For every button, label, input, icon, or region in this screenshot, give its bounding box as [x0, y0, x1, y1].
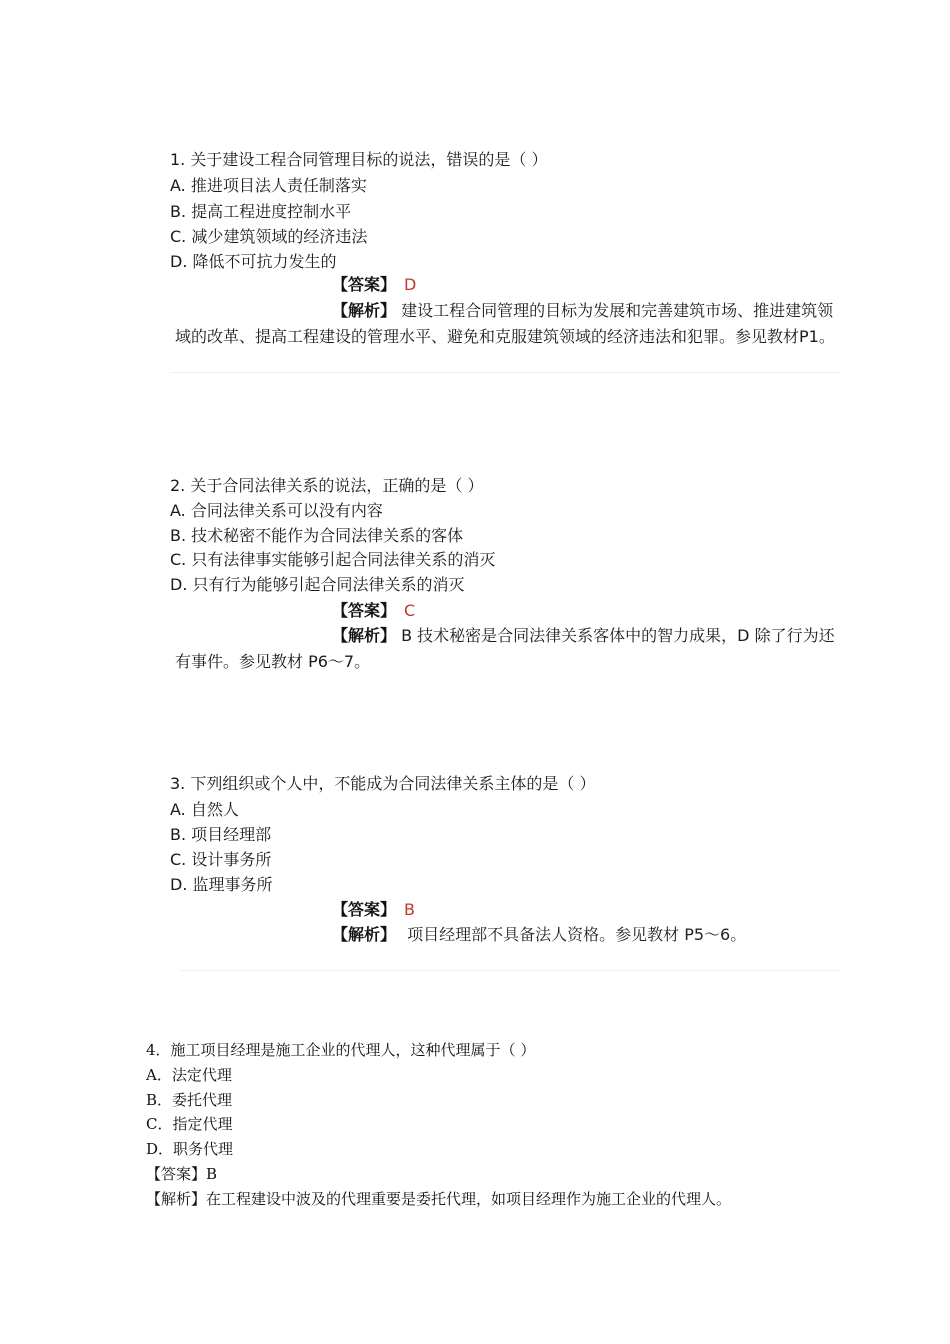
explanation	[332, 925, 746, 945]
question-stem: 1. 关于建设工程合同管理目标的说法，错误的是（ ）	[170, 150, 548, 169]
answer-label: 【答案】	[146, 1165, 207, 1183]
answer-value: D	[404, 275, 417, 294]
question-1	[170, 150, 850, 380]
question-stem: 2. 关于合同法律关系的说法，正确的是（ ）	[170, 476, 484, 495]
option-a: A. 推进项目法人责任制落实	[170, 176, 367, 195]
explanation-text: B 技术秘密是合同法律关系客体中的智力成果，D 除了行为还有事件。参见教材 P6～7。	[175, 626, 835, 671]
option-c: C．指定代理	[146, 1115, 233, 1133]
explanation	[175, 298, 843, 350]
option-b: B. 提高工程进度控制水平	[170, 202, 352, 221]
option-c: C. 减少建筑领域的经济违法	[170, 227, 368, 246]
option-c: C. 只有法律事实能够引起合同法律关系的消灭	[170, 550, 496, 569]
option-c: C. 设计事务所	[170, 850, 272, 869]
option-a: A. 自然人	[170, 800, 239, 819]
answer-label: 【答案】	[332, 601, 397, 620]
question-stem: 3. 下列组织或个人中，不能成为合同法律关系主体的是（ ）	[170, 774, 596, 793]
answer-value: C	[404, 601, 416, 620]
explanation-label: 【解析】	[332, 925, 397, 944]
question-stem: 4．施工项目经理是施工企业的代理人，这种代理属于（ ）	[146, 1041, 536, 1059]
question-3	[170, 774, 850, 974]
explanation-text: 项目经理部不具备法人资格。参见教材 P5～6。	[407, 925, 747, 944]
question-2	[170, 476, 850, 706]
option-d: D. 只有行为能够引起合同法律关系的消灭	[170, 575, 465, 594]
answer-value: B	[404, 900, 415, 919]
answer-row	[332, 275, 416, 295]
option-b: B. 技术秘密不能作为合同法律关系的客体	[170, 526, 464, 545]
answer-label: 【答案】	[332, 900, 397, 919]
answer-row	[146, 1164, 217, 1184]
answer-row	[332, 601, 415, 621]
divider	[170, 372, 840, 373]
option-a: A．法定代理	[146, 1066, 232, 1084]
answer-label: 【答案】	[332, 275, 397, 294]
option-d: D. 监理事务所	[170, 875, 273, 894]
explanation-label: 【解析】	[332, 626, 397, 645]
divider	[180, 970, 840, 971]
explanation-text: 在工程建设中波及的代理重要是委托代理，如项目经理作为施工企业的代理人。	[206, 1190, 732, 1208]
explanation-label: 【解析】	[332, 301, 397, 320]
answer-value: B	[206, 1165, 218, 1183]
explanation-label: 【解析】	[146, 1190, 207, 1208]
option-d: D. 降低不可抗力发生的	[170, 252, 337, 271]
explanation	[146, 1189, 731, 1209]
option-a: A. 合同法律关系可以没有内容	[170, 501, 383, 520]
option-d: D．职务代理	[146, 1140, 234, 1158]
question-4	[146, 1040, 846, 1220]
explanation-text: 建设工程合同管理的目标为发展和完善建筑市场、推进建筑领域的改革、提高工程建设的管理水平、避免和克服建筑领域的经济违法和犯罪。参见教材P1。	[175, 301, 835, 346]
explanation	[175, 623, 843, 675]
answer-row	[332, 900, 415, 920]
option-b: B．委托代理	[146, 1091, 233, 1109]
option-b: B. 项目经理部	[170, 825, 272, 844]
